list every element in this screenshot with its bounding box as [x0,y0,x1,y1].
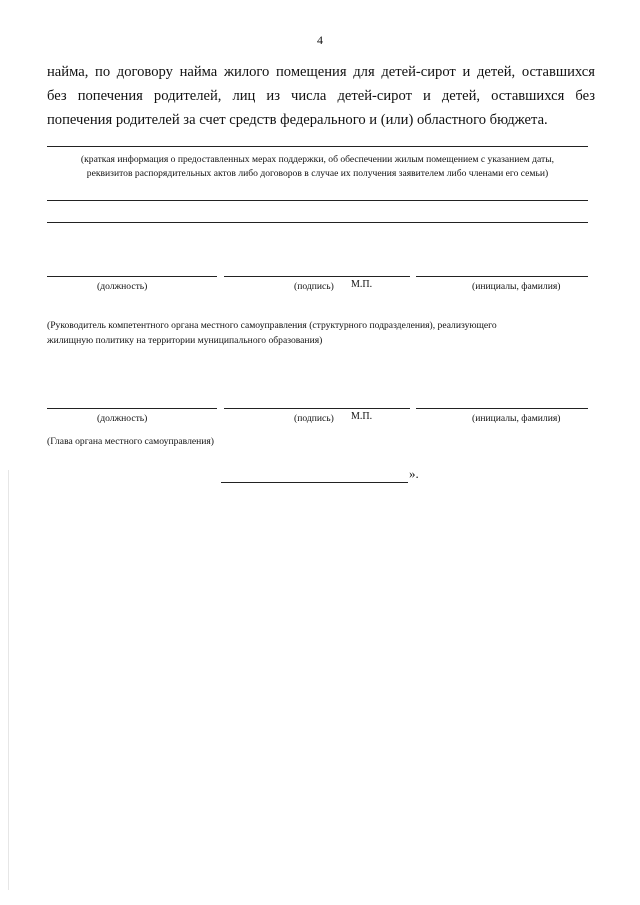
name-line-1 [416,276,588,277]
intro-line-1: найма, по договору найма жилого помещения для детей-сирот и детей, оставшихся [47,64,595,80]
role-caption-2: (Глава органа местного самоуправления) [47,436,214,447]
closing-line [221,482,408,483]
blank-line-2 [47,222,588,223]
name-line-2 [416,408,588,409]
blank-line-1 [47,200,588,201]
support-info-line [47,146,588,147]
stamp-label-1: М.П. [351,279,373,290]
intro-line-2: без попечения родителей, лиц из числа детей-сирот и детей, оставшихся без [47,88,595,104]
scan-edge-artifact [8,470,9,890]
position-line-1 [47,276,217,277]
role-caption-1a: (Руководитель компетентного органа местного самоуправления (структурного подразделения), реализующего [47,320,497,331]
support-info-caption-2: реквизитов распорядительных актов либо договоров в случае их получения заявителем либо членами его семьи) [86,168,549,179]
stamp-label-2: М.П. [351,411,373,422]
role-caption-1b: жилищную политику на территории муниципального образования) [47,335,323,346]
name-label-1: (инициалы, фамилия) [472,281,561,292]
signature-line-2 [224,408,410,409]
closing-quote: ». [409,466,419,481]
intro-paragraph [47,60,595,132]
signature-label-1: (подпись) [294,281,334,292]
support-info-caption-1: (краткая информация о предоставленных мерах поддержки, об обеспечении жилым помещением с указанием даты, [80,154,555,165]
position-label-1: (должность) [97,281,148,292]
name-label-2: (инициалы, фамилия) [472,413,561,424]
intro-line-3: попечения родителей за счет средств федерального и (или) областного бюджета. [47,112,548,128]
signature-label-2: (подпись) [294,413,334,424]
position-line-2 [47,408,217,409]
page-number: 4 [317,33,323,47]
position-label-2: (должность) [97,413,148,424]
signature-line-1 [224,276,410,277]
